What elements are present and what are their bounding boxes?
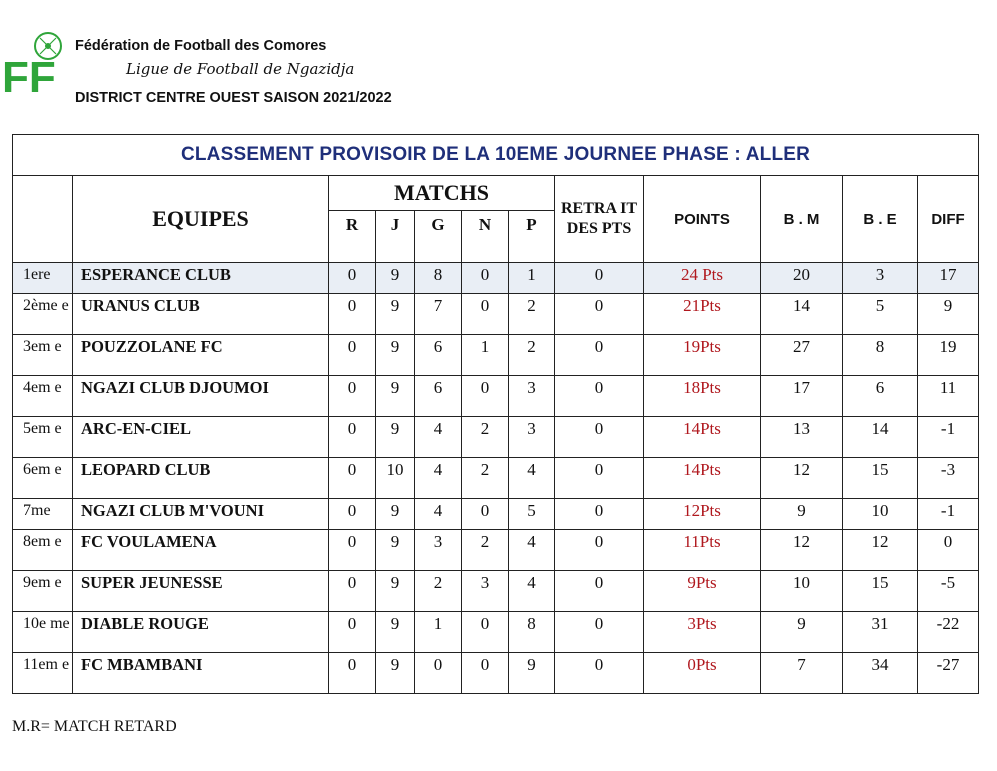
table-row	[13, 612, 979, 653]
cell-rank: 6em e	[13, 458, 73, 499]
cell-r: 0	[329, 499, 376, 530]
cell-r: 0	[329, 571, 376, 612]
cell-g: 6	[415, 335, 462, 376]
cell-points: 24 Pts	[644, 263, 761, 294]
cell-retrait: 0	[555, 653, 644, 694]
cell-rank: 3em e	[13, 335, 73, 376]
table-row	[13, 571, 979, 612]
cell-n: 0	[462, 263, 509, 294]
cell-team: FC MBAMBANI	[73, 653, 329, 694]
cell-retrait: 0	[555, 530, 644, 571]
cell-rank: 1ere	[13, 263, 73, 294]
cell-r: 0	[329, 530, 376, 571]
cell-diff: -22	[918, 612, 979, 653]
cell-g: 2	[415, 571, 462, 612]
cell-diff: -5	[918, 571, 979, 612]
cell-be: 5	[843, 294, 918, 335]
cell-p: 3	[509, 376, 555, 417]
cell-retrait: 0	[555, 458, 644, 499]
cell-diff: -1	[918, 417, 979, 458]
cell-retrait: 0	[555, 335, 644, 376]
cell-team: SUPER JEUNESSE	[73, 571, 329, 612]
cell-team: ARC-EN-CIEL	[73, 417, 329, 458]
cell-team: NGAZI CLUB M'VOUNI	[73, 499, 329, 530]
cell-g: 4	[415, 458, 462, 499]
cell-p: 4	[509, 571, 555, 612]
header-diff: DIFF	[918, 176, 979, 263]
cell-diff: 11	[918, 376, 979, 417]
cell-rank: 5em e	[13, 417, 73, 458]
table-row	[13, 335, 979, 376]
table-row	[13, 530, 979, 571]
cell-g: 0	[415, 653, 462, 694]
cell-j: 9	[376, 571, 415, 612]
cell-be: 31	[843, 612, 918, 653]
table-row	[13, 263, 979, 294]
cell-r: 0	[329, 612, 376, 653]
header-retrait: RETRA IT DES PTS	[555, 176, 644, 263]
cell-g: 3	[415, 530, 462, 571]
cell-points: 14Pts	[644, 417, 761, 458]
cell-g: 8	[415, 263, 462, 294]
cell-diff: 9	[918, 294, 979, 335]
cell-points: 21Pts	[644, 294, 761, 335]
cell-be: 15	[843, 458, 918, 499]
cell-rank: 10e me	[13, 612, 73, 653]
cell-bm: 12	[761, 458, 843, 499]
cell-retrait: 0	[555, 263, 644, 294]
cell-j: 9	[376, 376, 415, 417]
header-j: J	[376, 211, 415, 263]
logo-letters: FF	[2, 53, 56, 102]
table-row	[13, 376, 979, 417]
cell-j: 9	[376, 335, 415, 376]
cell-retrait: 0	[555, 499, 644, 530]
header-rank	[13, 176, 73, 263]
cell-be: 3	[843, 263, 918, 294]
league-name: Ligue de Football de Ngazidja	[126, 60, 355, 78]
cell-diff: -3	[918, 458, 979, 499]
cell-retrait: 0	[555, 571, 644, 612]
cell-be: 12	[843, 530, 918, 571]
cell-p: 4	[509, 530, 555, 571]
cell-be: 8	[843, 335, 918, 376]
cell-r: 0	[329, 417, 376, 458]
cell-be: 15	[843, 571, 918, 612]
cell-diff: -1	[918, 499, 979, 530]
cell-team: LEOPARD CLUB	[73, 458, 329, 499]
cell-diff: -27	[918, 653, 979, 694]
header-bm: B . M	[761, 176, 843, 263]
cell-team: POUZZOLANE FC	[73, 335, 329, 376]
cell-p: 1	[509, 263, 555, 294]
cell-n: 3	[462, 571, 509, 612]
cell-rank: 11em e	[13, 653, 73, 694]
cell-g: 6	[415, 376, 462, 417]
legend-note: M.R= MATCH RETARD	[12, 718, 177, 735]
cell-diff: 19	[918, 335, 979, 376]
cell-j: 9	[376, 263, 415, 294]
cell-bm: 9	[761, 499, 843, 530]
cell-be: 14	[843, 417, 918, 458]
cell-j: 9	[376, 417, 415, 458]
cell-team: FC VOULAMENA	[73, 530, 329, 571]
header-equipes: EQUIPES	[73, 176, 329, 263]
cell-j: 9	[376, 612, 415, 653]
standings-table	[12, 134, 979, 694]
cell-be: 34	[843, 653, 918, 694]
cell-p: 8	[509, 612, 555, 653]
header-r: R	[329, 211, 376, 263]
cell-j: 9	[376, 294, 415, 335]
header-matchs: MATCHS	[329, 176, 555, 211]
cell-rank: 4em e	[13, 376, 73, 417]
cell-g: 1	[415, 612, 462, 653]
table-row	[13, 458, 979, 499]
district-season: DISTRICT CENTRE OUEST SAISON 2021/2022	[75, 90, 392, 106]
header-points: POINTS	[644, 176, 761, 263]
cell-n: 1	[462, 335, 509, 376]
table-row	[13, 294, 979, 335]
header-p: P	[509, 211, 555, 263]
cell-points: 18Pts	[644, 376, 761, 417]
cell-p: 5	[509, 499, 555, 530]
cell-n: 2	[462, 417, 509, 458]
cell-bm: 9	[761, 612, 843, 653]
cell-bm: 7	[761, 653, 843, 694]
cell-n: 2	[462, 530, 509, 571]
cell-bm: 14	[761, 294, 843, 335]
header-g: G	[415, 211, 462, 263]
cell-points: 14Pts	[644, 458, 761, 499]
header-be: B . E	[843, 176, 918, 263]
table-row	[13, 499, 979, 530]
cell-retrait: 0	[555, 376, 644, 417]
cell-p: 2	[509, 294, 555, 335]
federation-name: Fédération de Football des Comores	[75, 38, 327, 54]
cell-be: 6	[843, 376, 918, 417]
cell-diff: 0	[918, 530, 979, 571]
cell-team: URANUS CLUB	[73, 294, 329, 335]
cell-g: 7	[415, 294, 462, 335]
cell-r: 0	[329, 376, 376, 417]
cell-be: 10	[843, 499, 918, 530]
cell-bm: 12	[761, 530, 843, 571]
cell-retrait: 0	[555, 417, 644, 458]
cell-r: 0	[329, 263, 376, 294]
cell-j: 10	[376, 458, 415, 499]
cell-points: 3Pts	[644, 612, 761, 653]
cell-g: 4	[415, 417, 462, 458]
cell-retrait: 0	[555, 612, 644, 653]
cell-team: DIABLE ROUGE	[73, 612, 329, 653]
cell-team: ESPERANCE CLUB	[73, 263, 329, 294]
cell-g: 4	[415, 499, 462, 530]
cell-p: 9	[509, 653, 555, 694]
table-row	[13, 653, 979, 694]
cell-j: 9	[376, 499, 415, 530]
cell-rank: 8em e	[13, 530, 73, 571]
cell-rank: 9em e	[13, 571, 73, 612]
cell-n: 0	[462, 294, 509, 335]
cell-n: 0	[462, 499, 509, 530]
cell-bm: 10	[761, 571, 843, 612]
cell-rank: 2ème e	[13, 294, 73, 335]
cell-rank: 7me	[13, 499, 73, 530]
cell-p: 4	[509, 458, 555, 499]
cell-points: 11Pts	[644, 530, 761, 571]
cell-team: NGAZI CLUB DJOUMOI	[73, 376, 329, 417]
cell-n: 0	[462, 376, 509, 417]
header-n: N	[462, 211, 509, 263]
table-row	[13, 417, 979, 458]
cell-j: 9	[376, 530, 415, 571]
cell-p: 2	[509, 335, 555, 376]
table-title: CLASSEMENT PROVISOIR DE LA 10EME JOURNEE PHASE : ALLER	[13, 135, 979, 176]
cell-n: 0	[462, 612, 509, 653]
federation-logo	[0, 30, 66, 102]
cell-bm: 17	[761, 376, 843, 417]
cell-diff: 17	[918, 263, 979, 294]
cell-retrait: 0	[555, 294, 644, 335]
cell-r: 0	[329, 458, 376, 499]
cell-points: 12Pts	[644, 499, 761, 530]
cell-bm: 27	[761, 335, 843, 376]
cell-points: 9Pts	[644, 571, 761, 612]
cell-p: 3	[509, 417, 555, 458]
cell-r: 0	[329, 335, 376, 376]
cell-points: 0Pts	[644, 653, 761, 694]
cell-points: 19Pts	[644, 335, 761, 376]
cell-r: 0	[329, 653, 376, 694]
cell-n: 0	[462, 653, 509, 694]
cell-bm: 13	[761, 417, 843, 458]
cell-n: 2	[462, 458, 509, 499]
cell-j: 9	[376, 653, 415, 694]
cell-r: 0	[329, 294, 376, 335]
cell-bm: 20	[761, 263, 843, 294]
